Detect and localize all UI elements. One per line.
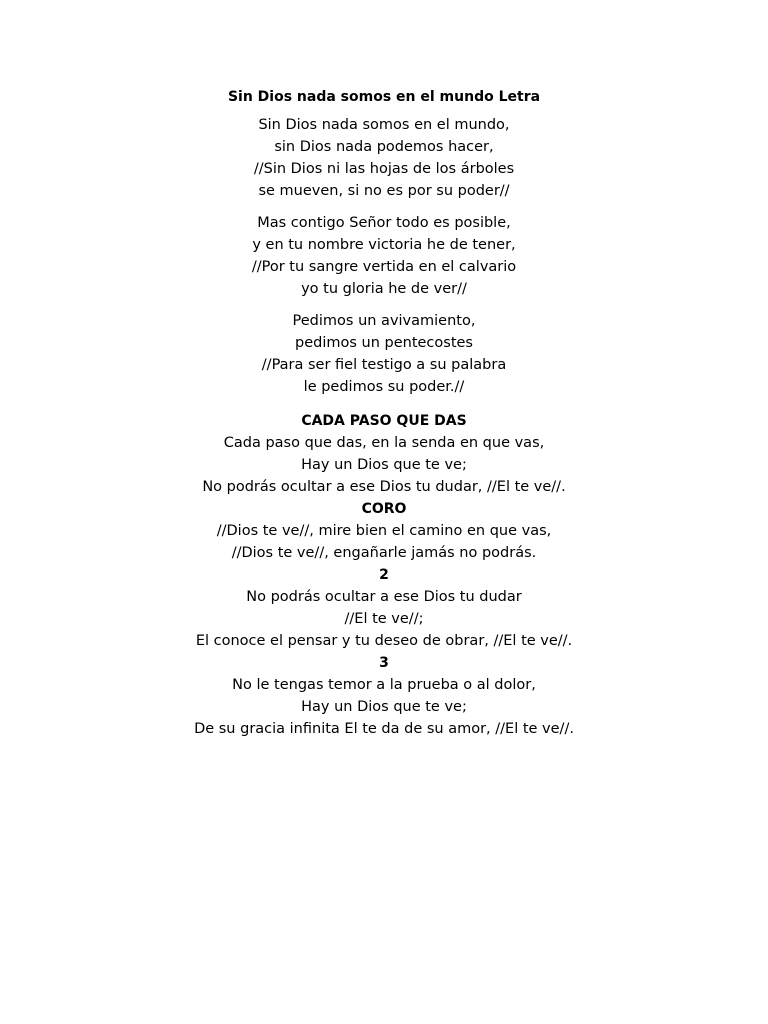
lyric-line: Pedimos un avivamiento, — [292, 313, 476, 329]
lyric-line: Sin Dios nada somos en el mundo, — [258, 117, 510, 133]
song-2 — [0, 410, 768, 740]
song-title: Sin Dios nada somos en el mundo Letra — [227, 89, 541, 105]
lyric-line: Mas contigo Señor todo es posible, — [257, 215, 511, 231]
stanza-1 — [0, 114, 768, 202]
lyric-line: //Dios te ve//, mire bien el camino en que vas, — [216, 523, 552, 539]
lyric-line: y en tu nombre victoria he de tener, — [252, 237, 516, 253]
lyric-line: //El te ve//; — [344, 611, 424, 627]
chorus-label: CORO — [361, 501, 407, 517]
stanza-2 — [0, 212, 768, 300]
lyric-line: //Por tu sangre vertida en el calvario — [251, 259, 517, 275]
lyric-line: pedimos un pentecostes — [295, 335, 473, 351]
lyric-line: De su gracia infinita El te da de su amor, //El te ve//. — [194, 721, 574, 737]
lyric-line: Hay un Dios que te ve; — [301, 699, 467, 715]
verse-number: 2 — [379, 567, 389, 583]
lyric-line: //Dios te ve//, engañarle jamás no podrás. — [231, 545, 537, 561]
lyric-line: se mueven, si no es por su poder// — [258, 183, 510, 199]
song-2-title: CADA PASO QUE DAS — [301, 413, 467, 429]
lyrics-content — [0, 86, 768, 740]
lyric-line: No podrás ocultar a ese Dios tu dudar, //El te ve//. — [202, 479, 566, 495]
lyric-line: yo tu gloria he de ver// — [301, 281, 467, 297]
lyric-line: sin Dios nada podemos hacer, — [274, 139, 494, 155]
lyric-line: //Sin Dios ni las hojas de los árboles — [253, 161, 515, 177]
lyric-line: Hay un Dios que te ve; — [301, 457, 467, 473]
lyric-line: le pedimos su poder.// — [303, 379, 465, 395]
lyric-line: //Para ser fiel testigo a su palabra — [261, 357, 507, 373]
verse-number: 3 — [379, 655, 389, 671]
lyric-line: No le tengas temor a la prueba o al dolor, — [232, 677, 536, 693]
lyric-line: No podrás ocultar a ese Dios tu dudar — [246, 589, 522, 605]
lyric-line: El conoce el pensar y tu deseo de obrar, //El te ve//. — [195, 633, 573, 649]
stanza-3 — [0, 310, 768, 398]
lyric-line: Cada paso que das, en la senda en que vas, — [223, 435, 545, 451]
